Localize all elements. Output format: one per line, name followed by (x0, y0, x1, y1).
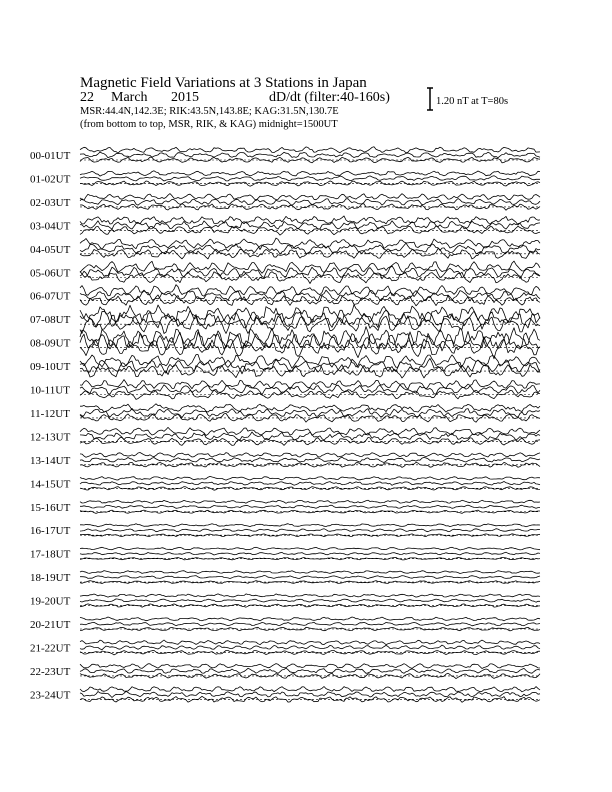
trace-kag-14-15ut (80, 476, 540, 480)
trace-rik-22-23ut (80, 668, 540, 673)
hour-label-19-20ut: 19-20UT (30, 595, 71, 608)
chart-title: Magnetic Field Variations at 3 Stations in Japan (80, 75, 367, 91)
hour-label-14-15ut: 14-15UT (30, 478, 71, 491)
scale-bar (427, 88, 508, 110)
trace-rik-14-15ut (80, 482, 540, 486)
hour-label-06-07ut: 06-07UT (30, 290, 71, 303)
hour-label-22-23ut: 22-23UT (30, 665, 71, 678)
hour-label-02-03ut: 02-03UT (30, 196, 71, 209)
hour-label-16-17ut: 16-17UT (30, 525, 71, 538)
hour-label-01-02ut: 01-02UT (30, 173, 71, 186)
hour-label-07-08ut: 07-08UT (30, 314, 71, 327)
trace-kag-22-23ut (80, 664, 540, 669)
trace-rik-21-22ut (80, 645, 540, 650)
trace-kag-21-22ut (80, 640, 540, 645)
scale-bar-label: 1.20 nT at T=80s (436, 96, 509, 107)
trace-kag-12-13ut (80, 427, 540, 435)
trace-rik-09-10ut (80, 358, 540, 373)
trace-kag-04-05ut (80, 238, 540, 249)
trace-rik-17-18ut (80, 552, 540, 555)
hour-label-03-04ut: 03-04UT (30, 220, 71, 233)
trace-kag-17-18ut (80, 547, 540, 550)
trace-rik-13-14ut (80, 457, 540, 462)
trace-kag-23-24ut (80, 687, 540, 692)
trace-rik-10-11ut (80, 385, 540, 395)
trace-rik-02-03ut (80, 199, 540, 206)
trace-kag-15-16ut (80, 500, 540, 503)
hour-label-23-24ut: 23-24UT (30, 689, 71, 702)
trace-kag-11-12ut (80, 404, 540, 412)
order-note: (from bottom to top, MSR, RIK, & KAG) midnight=1500UT (80, 119, 338, 130)
hour-label-05-06ut: 05-06UT (30, 267, 71, 280)
stations-label: MSR:44.4N,142.3E; RIK:43.5N,143.8E; KAG:31.5N,130.7E (80, 106, 339, 117)
trace-rik-18-19ut (80, 576, 540, 579)
trace-kag-20-21ut (80, 617, 540, 621)
hour-label-00-01ut: 00-01UT (30, 150, 71, 162)
hour-label-09-10ut: 09-10UT (30, 361, 71, 374)
hour-label-21-22ut: 21-22UT (30, 642, 71, 655)
trace-kag-00-01ut (80, 147, 540, 153)
trace-rik-15-16ut (80, 505, 540, 508)
hour-rows (30, 147, 540, 703)
trace-kag-06-07ut (80, 285, 540, 297)
trace-msr-17-18ut (80, 557, 540, 560)
hour-label-10-11ut: 10-11UT (30, 384, 70, 397)
trace-rik-23-24ut (80, 691, 540, 697)
trace-rik-05-06ut (80, 266, 540, 279)
hour-label-08-09ut: 08-09UT (30, 337, 71, 350)
trace-kag-18-19ut (80, 571, 540, 574)
hour-label-18-19ut: 18-19UT (30, 572, 71, 585)
trace-kag-01-02ut (80, 171, 540, 176)
trace-rik-20-21ut (80, 622, 540, 626)
trace-rik-19-20ut (80, 599, 540, 602)
trace-kag-19-20ut (80, 594, 540, 597)
hour-label-11-12ut: 11-12UT (30, 407, 70, 420)
trace-msr-13-14ut (80, 462, 540, 467)
hour-label-17-18ut: 17-18UT (30, 548, 71, 561)
quantity-label: dD/dt (filter:40-160s) (269, 90, 390, 105)
hour-label-12-13ut: 12-13UT (30, 431, 71, 444)
trace-rik-00-01ut (80, 152, 540, 158)
hour-label-15-16ut: 15-16UT (30, 501, 71, 514)
date-year: 2015 (171, 90, 199, 105)
trace-kag-13-14ut (80, 453, 540, 458)
date-day: 22 (80, 90, 94, 105)
hour-label-04-05ut: 04-05UT (30, 243, 71, 256)
trace-rik-16-17ut (80, 529, 540, 532)
trace-rik-01-02ut (80, 176, 540, 181)
trace-kag-02-03ut (80, 194, 540, 201)
trace-kag-03-04ut (80, 216, 540, 225)
trace-kag-16-17ut (80, 524, 540, 527)
hour-label-13-14ut: 13-14UT (30, 454, 71, 467)
hour-label-20-21ut: 20-21UT (30, 619, 71, 631)
trace-kag-09-10ut (80, 355, 540, 369)
date-month: March (111, 90, 148, 105)
